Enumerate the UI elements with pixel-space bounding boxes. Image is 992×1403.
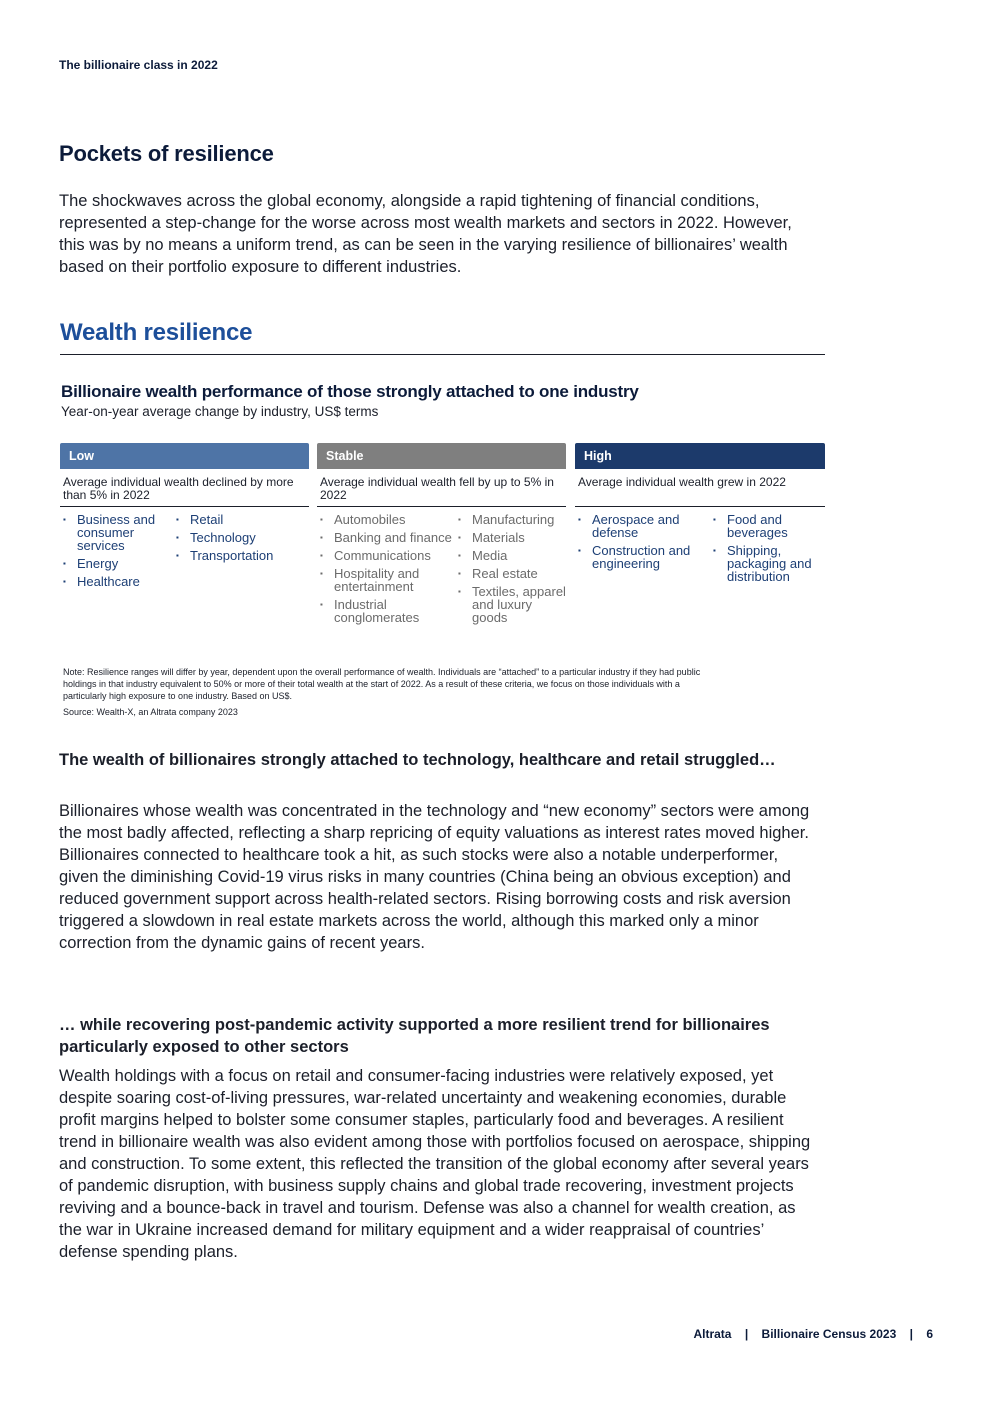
column-stable-description: Average individual wealth fell by up to 5% in 2022 — [317, 469, 566, 507]
chart-title: Billionaire wealth performance of those strongly attached to one industry — [61, 382, 639, 401]
section2-heading: … while recovering post-pandemic activity supported a more resilient trend for billionaires particularly exposed to other sectors — [59, 1016, 770, 1056]
column-high-lists — [575, 507, 825, 588]
column-low-lists — [60, 507, 309, 593]
list-item: ▪ Hospitality and entertainment — [317, 567, 455, 593]
list-item: ▪ Media — [455, 549, 566, 562]
column-stable — [317, 443, 566, 629]
chart-source: Source: Wealth-X, an Altrata company 2023 — [63, 707, 238, 717]
footer-brand: Altrata — [693, 1327, 732, 1341]
list-item: ▪ Healthcare — [60, 575, 173, 588]
list-item: ▪ Aerospace and defense — [575, 513, 710, 539]
intro-paragraph: The shockwaves across the global economy, alongside a rapid tightening of financial conditions, represented a step-change for the worse across most wealth markets and sectors in 2022. However, this was by no means a uniform trend, as can be seen in the varying resilience of billionaires’ wealth based on their portfolio exposure to different industries. — [59, 192, 792, 276]
list-item: ▪ Industrial conglomerates — [317, 598, 455, 624]
column-high-header: High — [575, 443, 825, 469]
list-item: ▪ Automobiles — [317, 513, 455, 526]
column-high-list-b — [710, 513, 820, 588]
list-item: ▪ Textiles, apparel and luxury goods — [455, 585, 566, 624]
section-title: Pockets of resilience — [59, 141, 274, 166]
list-item: ▪ Food and beverages — [710, 513, 820, 539]
column-high-description: Average individual wealth grew in 2022 — [575, 469, 825, 507]
section1-heading: The wealth of billionaires strongly attached to technology, healthcare and retail struggled… — [59, 751, 776, 769]
column-stable-lists — [317, 507, 566, 629]
list-item: ▪ Banking and finance — [317, 531, 455, 544]
section1-body: Billionaires whose wealth was concentrated in the technology and “new economy” sectors were among the most badly affected, reflecting a sharp repricing of equity valuations as interest rates moved higher. Billionaires connected to healthcare took a hit, as such stocks were also a notable underperformer, given the diminishing Covid-19 virus risks in many countries (China being an obvious exception) and reduced government support across health-related sectors. Rising borrowing costs and risk aversion triggered a slowdown in real estate markets across the world, although this marked only a minor correction from the dynamic gains of recent years. — [59, 802, 810, 952]
footer-separator: | — [744, 1327, 749, 1341]
list-item: ▪ Retail — [173, 513, 303, 526]
list-item: ▪ Energy — [60, 557, 173, 570]
column-high — [575, 443, 825, 588]
running-head: The billionaire class in 2022 — [59, 58, 218, 72]
column-stable-list-b — [455, 513, 566, 629]
column-low — [60, 443, 309, 593]
list-item: ▪ Communications — [317, 549, 455, 562]
column-low-list-a — [60, 513, 173, 593]
chart-note: Note: Resilience ranges will differ by year, dependent upon the overall performance of wealth. Individuals are “attached” to a particular industry if they had public holdings in that industry equivalent to 50% or more of their total wealth at the start of 2022. As a result of these criteria, we focus on those individuals with a particularly high exposure to one industry. Based on US$. — [63, 667, 701, 701]
column-low-header: Low — [60, 443, 309, 469]
list-item: ▪ Transportation — [173, 549, 303, 562]
list-item: ▪ Construction and engineering — [575, 544, 710, 570]
page-number: 6 — [926, 1327, 933, 1341]
wealth-resilience-heading: Wealth resilience — [60, 319, 253, 346]
column-stable-header: Stable — [317, 443, 566, 469]
column-low-list-b — [173, 513, 303, 593]
list-item: ▪ Shipping, packaging and distribution — [710, 544, 820, 583]
column-high-list-a — [575, 513, 710, 588]
section2-body: Wealth holdings with a focus on retail and consumer-facing industries were relatively exposed, yet despite soaring cost-of-living pressures, war-related uncertainty and weakening economies, durable profit margins helped to bolster some consumer staples, particularly food and beverages. A resilient trend in billionaire wealth was also evident among those with portfolios focused on aerospace, shipping and construction. To some extent, this reflected the transition of the global economy after several years of pandemic disruption, with business supply chains and global trade recovering, investment projects reviving and a bounce-back in travel and tourism. Defense was also a channel for wealth creation, as the war in Ukraine increased demand for military equipment and a wider reappraisal of countries’ defense spending plans. — [59, 1067, 811, 1261]
list-item: ▪ Technology — [173, 531, 303, 544]
heading-rule — [60, 354, 825, 355]
list-item: ▪ Manufacturing — [455, 513, 566, 526]
footer-separator: | — [909, 1327, 913, 1341]
list-item: ▪ Business and consumer services — [60, 513, 173, 552]
page-footer — [693, 1327, 933, 1341]
column-low-description: Average individual wealth declined by more than 5% in 2022 — [60, 469, 309, 507]
list-item: ▪ Materials — [455, 531, 566, 544]
column-stable-list-a — [317, 513, 455, 629]
chart-subtitle: Year-on-year average change by industry, US$ terms — [61, 404, 379, 419]
list-item: ▪ Real estate — [455, 567, 566, 580]
footer-publication: Billionaire Census 2023 — [761, 1327, 897, 1341]
